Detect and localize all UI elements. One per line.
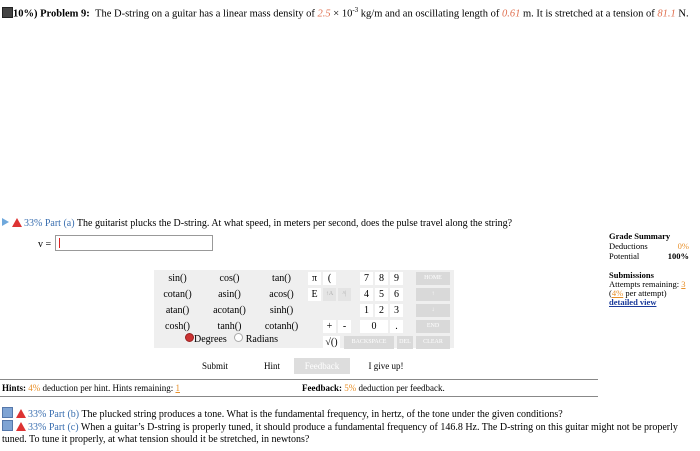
- density-value: 2.5: [317, 8, 331, 20]
- submissions-title: Submissions: [609, 270, 654, 280]
- feedback-deduction: 5%: [344, 383, 357, 393]
- part-c-header[interactable]: [2, 420, 692, 446]
- radians-label: Radians: [245, 334, 278, 345]
- problem-text-c: kg/m and an oscillating length of: [358, 8, 502, 20]
- hint-button[interactable]: Hint: [263, 361, 280, 371]
- cotan-button[interactable]: cotan(): [163, 289, 192, 300]
- expand-arrow-icon[interactable]: [2, 218, 9, 226]
- warning-icon: [12, 218, 22, 227]
- deductions-value: 0%: [677, 241, 689, 251]
- home-button[interactable]: HOME: [416, 272, 450, 285]
- tension-value: 81.1: [657, 8, 676, 20]
- hints-info: [2, 383, 180, 393]
- key-7[interactable]: 7: [360, 272, 373, 285]
- asin-button[interactable]: asin(): [218, 289, 241, 300]
- key-6[interactable]: 6: [390, 288, 403, 301]
- answer-input[interactable]: [55, 235, 213, 251]
- e-button[interactable]: E: [308, 288, 321, 301]
- part-c-question: When a guitar’s D-string is properly tuned, it should produce a fundamental frequency of 146.8 Hz. The D-string on this guitar might not be properly tuned. To tune it properly, at what tension should it be stretched, in newtons?: [2, 422, 678, 445]
- degrees-radio[interactable]: [185, 333, 194, 342]
- part-b-question: The plucked string produces a tone. What is the fundamental frequency, in hertz, of the tone under the given conditions?: [81, 409, 563, 420]
- key-2[interactable]: 2: [375, 304, 388, 317]
- key-5[interactable]: 5: [375, 288, 388, 301]
- problem-text-a: The D-string on a guitar has a linear mass density of: [95, 8, 318, 20]
- acotan-button[interactable]: acotan(): [213, 305, 246, 316]
- detailed-view-link[interactable]: detailed view: [609, 297, 657, 307]
- minus-button[interactable]: -: [338, 320, 351, 333]
- problem-icon: [2, 7, 13, 18]
- sin-button[interactable]: sin(): [168, 273, 187, 284]
- end-button[interactable]: END: [416, 320, 450, 333]
- warning-icon: [16, 422, 26, 431]
- per-attempt-pct: 4%: [611, 288, 624, 298]
- problem-text-b: × 10: [330, 8, 353, 20]
- acos-button[interactable]: acos(): [269, 289, 294, 300]
- potential-value: 100%: [667, 251, 689, 261]
- backspace-button[interactable]: BACKSPACE: [344, 336, 394, 349]
- feedback-text: deduction per feedback.: [356, 383, 445, 393]
- key-4[interactable]: 4: [360, 288, 373, 301]
- part-b-header[interactable]: [2, 407, 563, 420]
- key-0[interactable]: 0: [360, 320, 388, 333]
- part-a-label: Part (a): [44, 218, 75, 229]
- submissions-panel: Submissions Attempts remaining: 3 (4% per attempt) detailed view: [609, 271, 694, 307]
- submit-button[interactable]: Submit: [201, 361, 228, 371]
- part-a-header: [2, 218, 512, 229]
- part-c-label: Part (c): [48, 422, 79, 433]
- warning-icon: [16, 409, 26, 418]
- problem-text-d: m. It is stretched at a tension of: [520, 8, 658, 20]
- del-button[interactable]: DEL: [397, 336, 413, 349]
- power-button[interactable]: ^|: [338, 288, 351, 301]
- part-b-label: Part (b): [48, 409, 80, 420]
- text-cursor: [59, 238, 60, 248]
- density-exponent: -3: [352, 6, 359, 14]
- arrow-down-button[interactable]: ↓: [416, 304, 450, 317]
- paren-button[interactable]: (: [323, 272, 336, 285]
- feedback-button[interactable]: Feedback: [294, 358, 350, 374]
- problem-number: Problem 9:: [40, 8, 90, 20]
- shift-button[interactable]: ↑A: [323, 288, 336, 301]
- length-value: 0.61: [501, 8, 521, 20]
- part-b-percent: 33%: [28, 409, 47, 420]
- problem-weight: 10%): [13, 8, 41, 20]
- radians-radio[interactable]: [234, 333, 243, 342]
- key-9[interactable]: 9: [390, 272, 403, 285]
- part-a-percent: 33%: [24, 218, 43, 229]
- attempts-remaining: 3: [681, 279, 686, 289]
- hints-remaining: 1: [175, 383, 180, 393]
- arrow-up-button[interactable]: ↑: [416, 288, 450, 301]
- tanh-button[interactable]: tanh(): [217, 321, 242, 332]
- collapsed-part-icon[interactable]: [2, 407, 13, 418]
- collapsed-part-icon[interactable]: [2, 420, 13, 431]
- per-attempt-text: per attempt): [623, 288, 667, 298]
- grade-summary-title: Grade Summary: [609, 231, 671, 241]
- cosh-button[interactable]: cosh(): [165, 321, 190, 332]
- hints-text: deduction per hint. Hints remaining:: [40, 383, 176, 393]
- problem-text-e: N.: [675, 8, 689, 20]
- cotanh-button[interactable]: cotanh(): [264, 321, 299, 332]
- attempts-label: Attempts remaining:: [609, 279, 682, 289]
- answer-variable-label: v =: [38, 239, 52, 250]
- plus-button[interactable]: +: [323, 320, 336, 333]
- pi-button[interactable]: π: [308, 272, 321, 285]
- grade-summary: [609, 231, 689, 261]
- deductions-label: Deductions: [609, 241, 648, 251]
- sinh-button[interactable]: sinh(): [269, 305, 294, 316]
- part-c-percent: 33%: [28, 422, 47, 433]
- sqrt-button[interactable]: √(): [323, 336, 340, 349]
- hints-label: Hints:: [2, 383, 27, 393]
- part-a-question: The guitarist plucks the D-string. At what speed, in meters per second, does the pulse travel along the string?: [76, 218, 513, 229]
- feedback-info: [302, 383, 445, 393]
- atan-button[interactable]: atan(): [165, 305, 190, 316]
- problem-statement: [2, 6, 689, 20]
- angle-mode: [185, 333, 278, 345]
- key-8[interactable]: 8: [375, 272, 388, 285]
- give-up-button[interactable]: I give up!: [368, 361, 404, 371]
- feedback-label: Feedback:: [302, 383, 342, 393]
- clear-button[interactable]: CLEAR: [416, 336, 450, 349]
- key-3[interactable]: 3: [390, 304, 403, 317]
- key-1[interactable]: 1: [360, 304, 373, 317]
- hint-deduction: 4%: [28, 383, 41, 393]
- tan-button[interactable]: tan(): [272, 273, 291, 284]
- key-decimal[interactable]: .: [390, 320, 403, 333]
- action-button-bar: [180, 358, 450, 374]
- potential-label: Potential: [609, 251, 640, 261]
- cos-button[interactable]: cos(): [219, 273, 240, 284]
- degrees-label: Degrees: [194, 334, 227, 345]
